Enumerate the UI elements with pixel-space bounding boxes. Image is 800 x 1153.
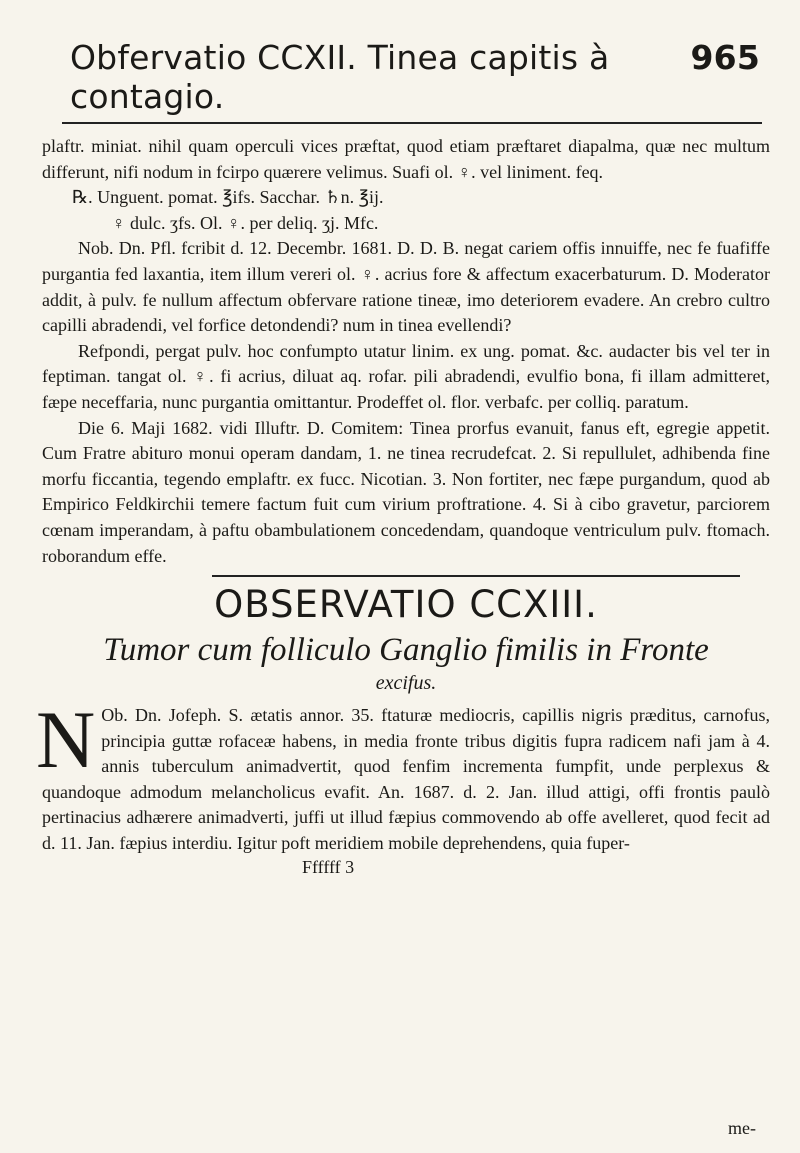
signature-mark: Ffffff 3	[302, 856, 355, 877]
observation-subtitle-continued: excifus.	[375, 672, 437, 695]
header-rule	[62, 122, 762, 124]
paragraph: plaftr. miniat. nihil quam operculi vices præftat, quod etiam præftaret diapalma, quæ nec multum differunt, nifi nodum in fcirpo quærere velimus. Suafi ol. ♀. vel liniment. feq.	[42, 136, 770, 182]
running-head	[42, 38, 770, 116]
page-number: 965	[690, 38, 760, 77]
observation-heading: OBSERVATIO CCXIII.	[214, 583, 598, 627]
recipe-line: ♀ dulc. ʒfs. Ol. ♀. per deliq. ʒj. Mfc.	[112, 212, 379, 233]
observation-subtitle: Tumor cum folliculo Ganglio fimilis in Fronte	[103, 632, 709, 669]
section-rule	[212, 575, 740, 577]
paragraph: Ob. Dn. Jofeph. S. ætatis annor. 35. ftaturæ mediocris, capillis nigris præditus, carnofus, principia guttæ rofaceæ habens, in media fronte tribus digitis fupra radicem nafi jam à 4. annis tuberculum animadvertit, quod fenfim incrementa fumpfit, unde perplexus & quandoque admodum melancholicus evafit. An. 1687. d. 2. Jan. illud attigi, offi frontis paulò pertinacius adhærere animadverti, juffi ut illud fæpius commovendo ab offe avelleret, quod fecit ad d. 11. Jan. fæpius interdiu. Igitur poft meridiem mobile deprehendens, quia fuper-	[42, 705, 770, 854]
paragraph: Die 6. Maji 1682. vidi Illuftr. D. Comitem: Tinea prorfus evanuit, fanus eft, egregie appetit. Cum Fratre abituro monui operam dandam, 1. ne tinea recrudefcat. 2. Si repullulet, adhibenda fine morfu ficcantia, tegendo emplaftr. ex fucc. Nicotian. 3. Non fortiter, nec fæpe purgandum, quod ab Empirico Feldkirchii temere factum fuit cum virium proftratione. 4. Si à cibo gravetur, parciorem cœnam imperandam, à paftu obambulationem concedendam, quandoque ventriculum pulv. ftomach. roborandum effe.	[42, 417, 770, 566]
observation-body	[36, 694, 770, 857]
recipe-line: ℞. Unguent. pomat. ℥ifs. Sacchar. ♄n. ℥ij.	[72, 187, 384, 208]
running-title: Obfervatio CCXII. Tinea capitis à contagio.	[70, 38, 610, 116]
body-text	[42, 134, 770, 569]
paragraph: Nob. Dn. Pfl. fcribit d. 12. Decembr. 1681. D. D. B. negat cariem offis innuiffe, nec fe fuafiffe purgantia fed laxantia, item illum vereri ol. ♀. acrius fore & affectum exacerbaturum. D. Moderator addit, à pulv. fe nullum affectum obfervare ratione tineæ, imo deteriorem evadere. An crebro cultro capilli abradendi, vel forfice detondendi? num in tinea evellendi?	[42, 238, 770, 336]
drop-cap: N	[36, 694, 96, 786]
catchword: me-	[728, 1118, 756, 1138]
paragraph: Refpondi, pergat pulv. hoc confumpto utatur linim. ex ung. pomat. &c. audacter bis vel ter in feptiman. tangat ol. ♀. fi acrius, diluat aq. rofar. pili abradendi, evulfio bona, fi illam admitteret, fæpe neceffaria, nunc purgantia omittantur. Prodeffet ol. flor. verbafc. per colliq. paratum.	[42, 340, 770, 412]
